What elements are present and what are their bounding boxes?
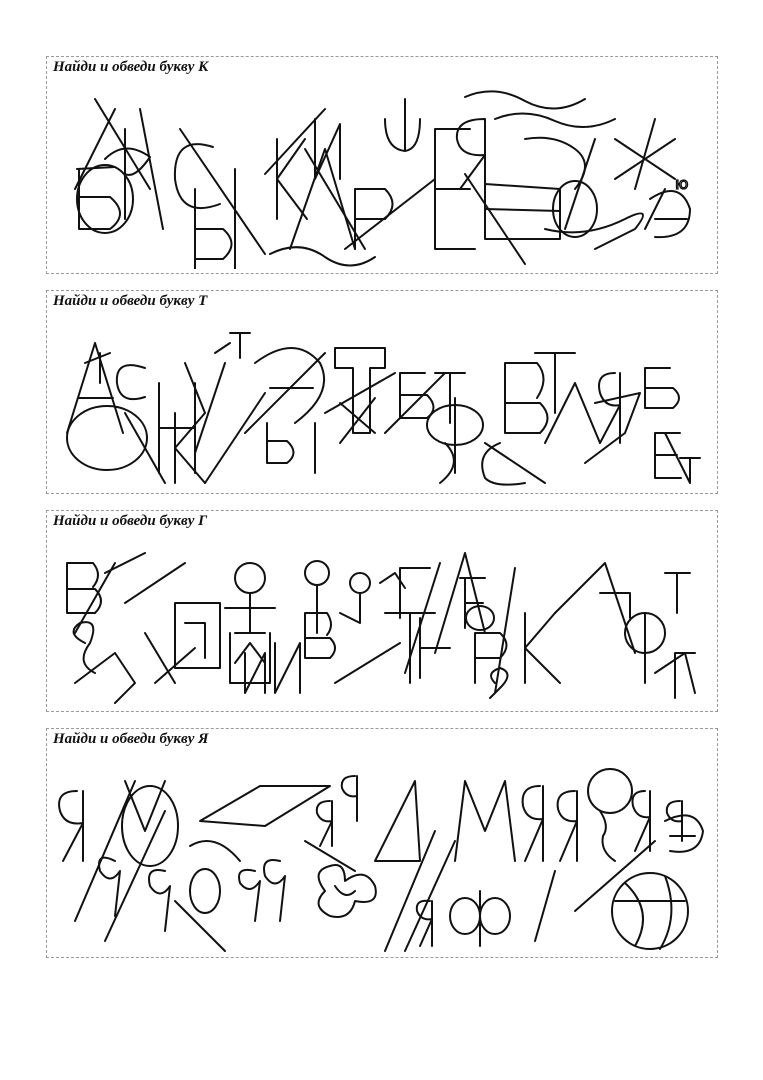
exercise-panel-ya	[46, 728, 718, 958]
exercise-panel-g	[46, 510, 718, 712]
exercise-title: Найди и обведи букву Я	[53, 731, 209, 747]
exercise-panel-k	[46, 56, 718, 274]
svg-text:ю: ю	[675, 174, 689, 193]
letter-jumble-illustration	[55, 751, 709, 953]
exercise-title: Найди и обведи букву К	[53, 59, 209, 75]
exercise-panel-t	[46, 290, 718, 494]
exercise-title: Найди и обведи букву Г	[53, 513, 208, 529]
letter-jumble-illustration	[55, 313, 709, 489]
letter-jumble-illustration	[55, 533, 709, 707]
letter-jumble-illustration	[55, 79, 709, 269]
exercise-title: Найди и обведи букву Т	[53, 293, 208, 309]
